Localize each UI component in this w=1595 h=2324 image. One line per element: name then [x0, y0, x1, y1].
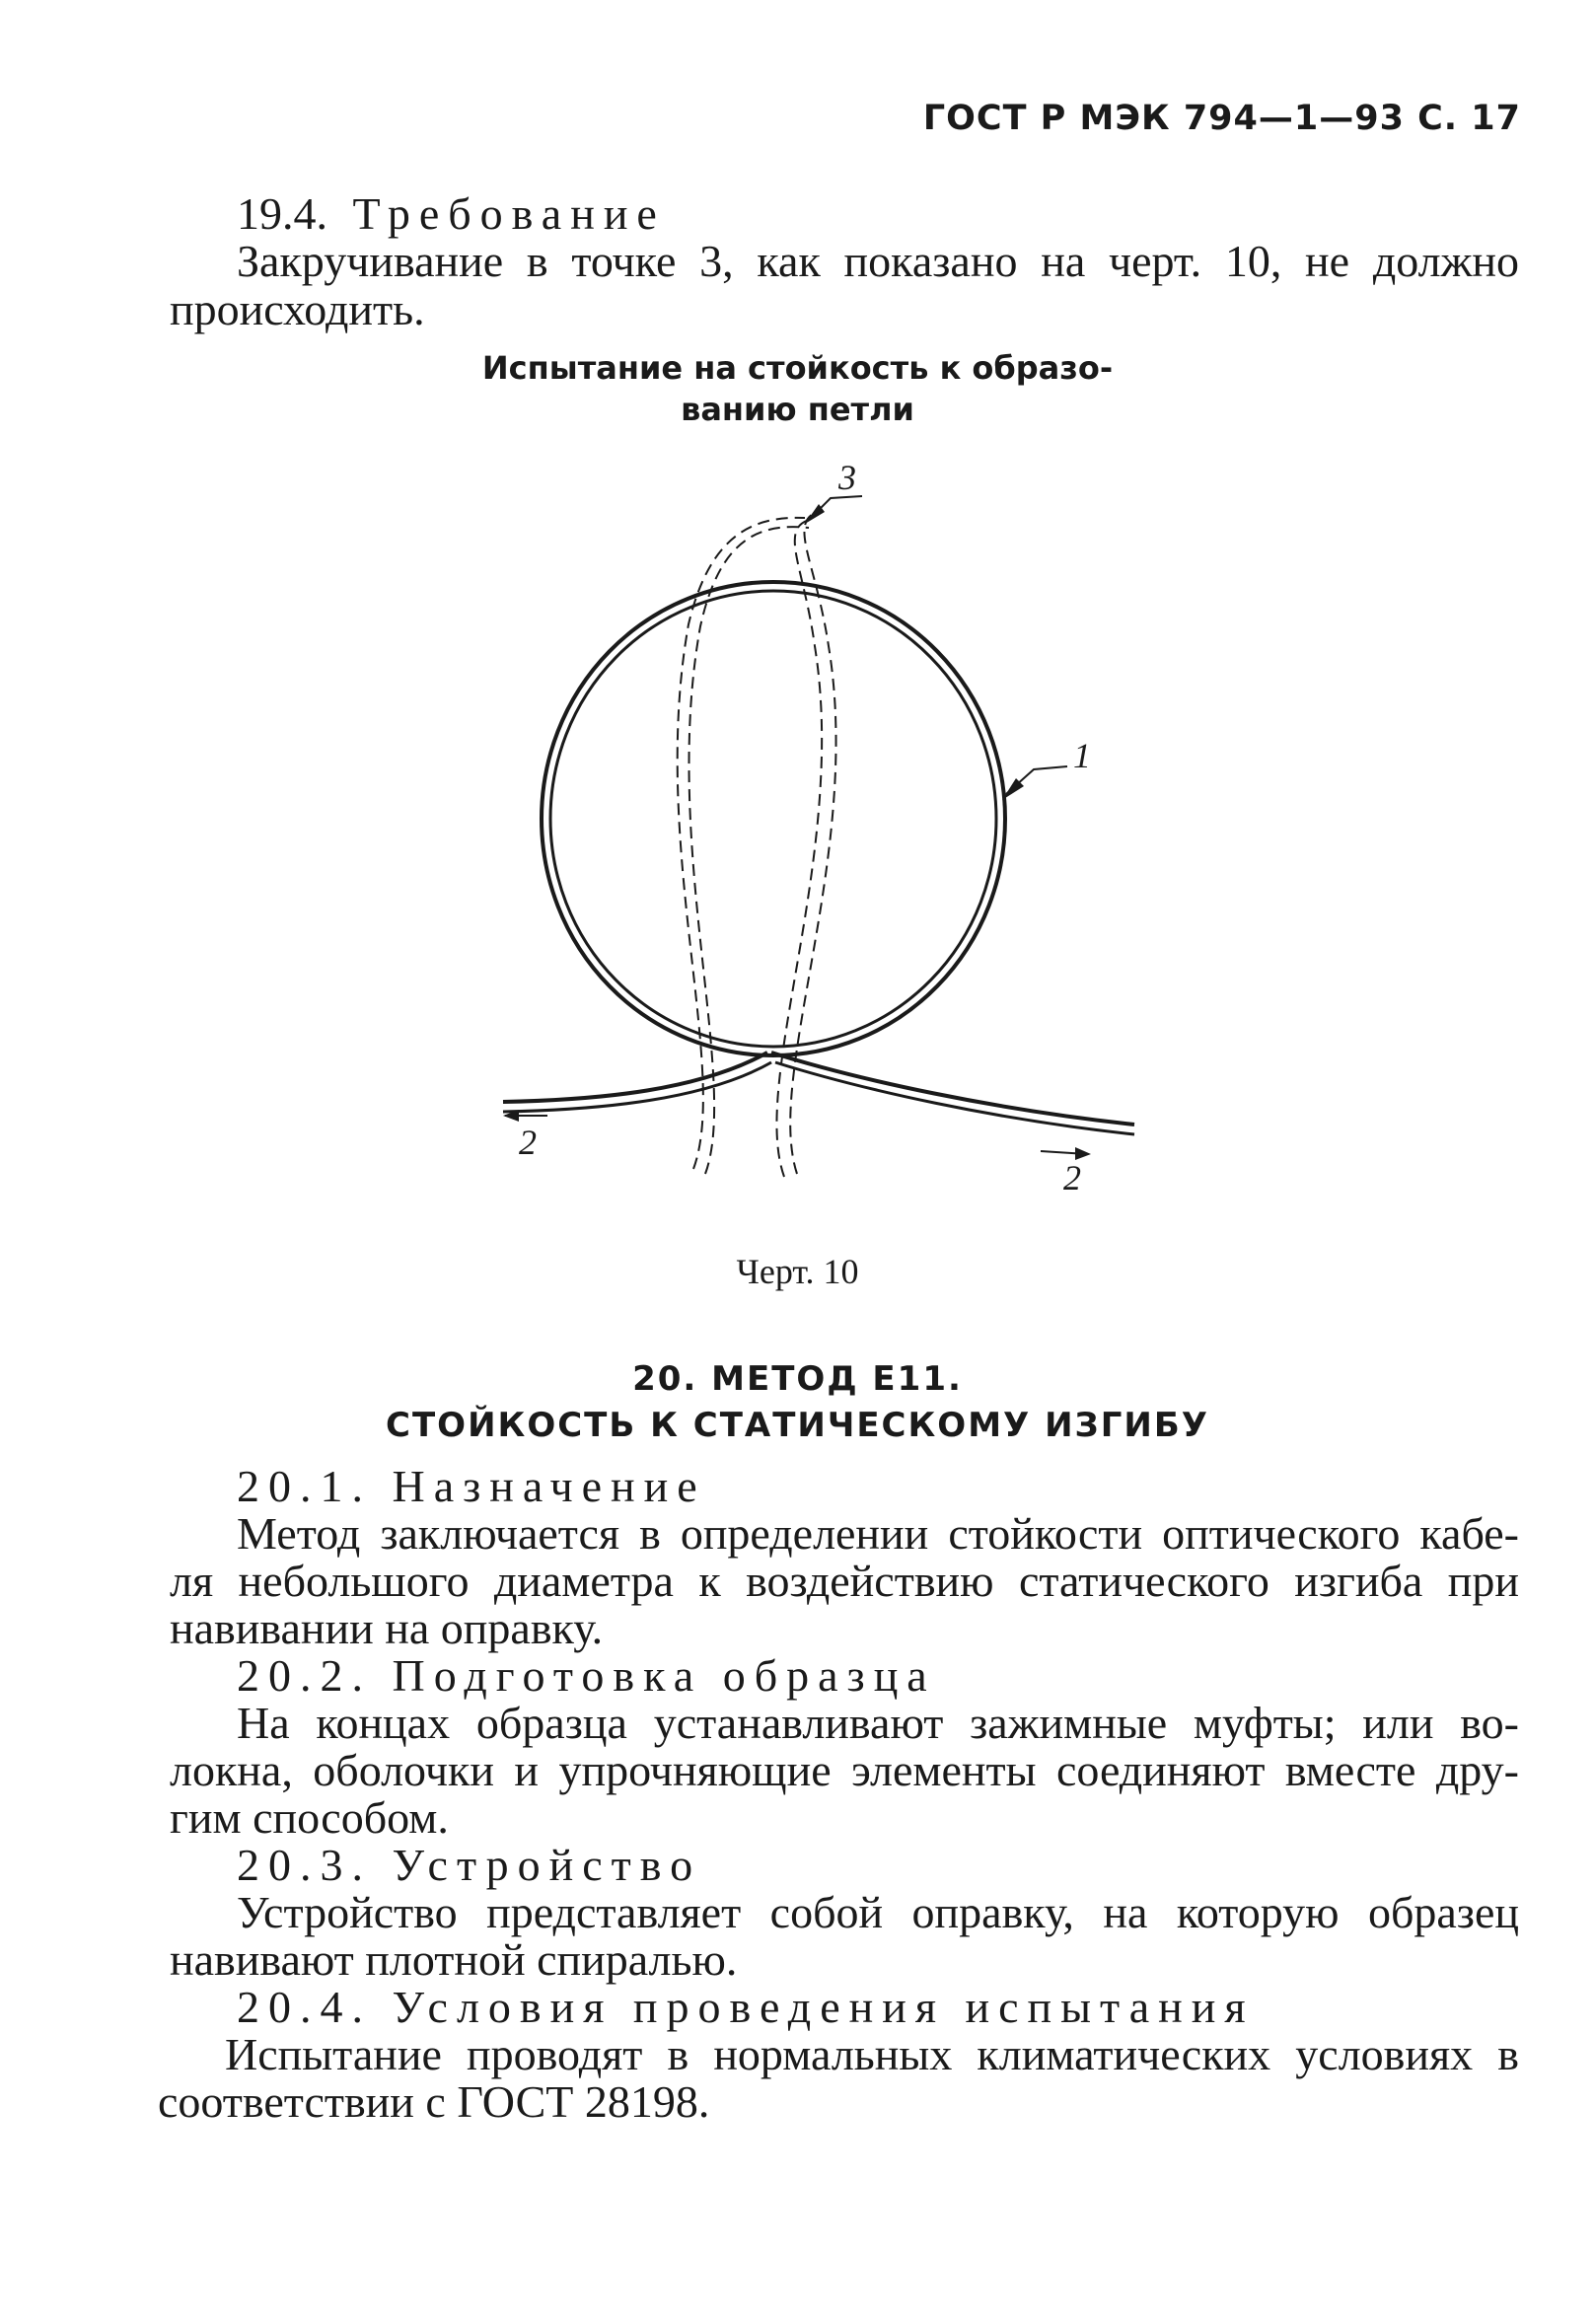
section-20-2-text-line: гим способом.: [170, 1792, 449, 1843]
section-title: Требование: [352, 188, 666, 239]
section-20-4-text-line: Испытание проводят в нормальных климатических условиях в: [225, 2029, 1519, 2079]
section-number: 19.4.: [237, 188, 327, 239]
section-20-title: 20. МЕТОД Е11.: [632, 1359, 963, 1399]
figure-label-3: 3: [838, 458, 856, 497]
cable-loop-outer: [542, 582, 1005, 1055]
section-20-3-text-line: Устройство представляет собой оправку, на которую образец: [237, 1887, 1519, 1937]
section-20-1-text-line: навивании на оправку.: [170, 1603, 604, 1653]
section-20-1-text-line: ля небольшого диаметра к воздействию статического изгиба при: [170, 1556, 1519, 1606]
section-20-2-heading: 20.2. Подготовка образца: [237, 1650, 936, 1701]
twist-dashed-line: [776, 520, 822, 1177]
section-20-1-text-line: Метод заключается в определении стойкости оптического кабе-: [237, 1508, 1519, 1559]
figure-title-line: ванию петли: [681, 391, 914, 428]
section-20-2-text-line: На концах образца устанавливают зажимные муфты; или во-: [237, 1698, 1519, 1748]
figure-caption: Черт. 10: [736, 1252, 859, 1291]
section-20-subtitle: СТОЙКОСТЬ К СТАТИЧЕСКОМУ ИЗГИБУ: [386, 1406, 1209, 1445]
section-20-4-text-line: соответствии с ГОСТ 28198.: [158, 2076, 710, 2127]
section-20-2-text-line: локна, оболочки и упрочняющие элементы соединяют вместе дру-: [170, 1745, 1519, 1795]
twist-dashed-line: [678, 518, 805, 1169]
section-19-4-text-line: Закручивание в точке 3, как показано на черт. 10, не должно: [237, 236, 1519, 286]
page-header: ГОСТ Р МЭК 794—1—93 С. 17: [922, 99, 1521, 138]
cable-right-end: [771, 1053, 1134, 1125]
figure-label-2-left: 2: [519, 1123, 537, 1162]
loop-figure: [483, 449, 1174, 1238]
section-19-4-heading: [237, 187, 666, 240]
figure-label-1: 1: [1073, 736, 1091, 775]
cable-left-end: [503, 1053, 767, 1102]
section-20-3-heading: 20.3. Устройство: [237, 1840, 702, 1890]
section-20-4-heading: 20.4. Условия проведения испытания: [237, 1982, 1255, 2032]
section-20-1-heading: 20.1. Назначение: [237, 1461, 706, 1511]
section-19-4-text-line: происходить.: [170, 284, 425, 334]
section-20-3-text-line: навивают плотной спиралью.: [170, 1934, 738, 1985]
loop-diagram: [483, 449, 1174, 1238]
figure-title-line: Испытание на стойкость к образо-: [481, 349, 1114, 387]
cable-loop-inner: [550, 591, 996, 1047]
figure-label-2-right: 2: [1063, 1158, 1081, 1198]
